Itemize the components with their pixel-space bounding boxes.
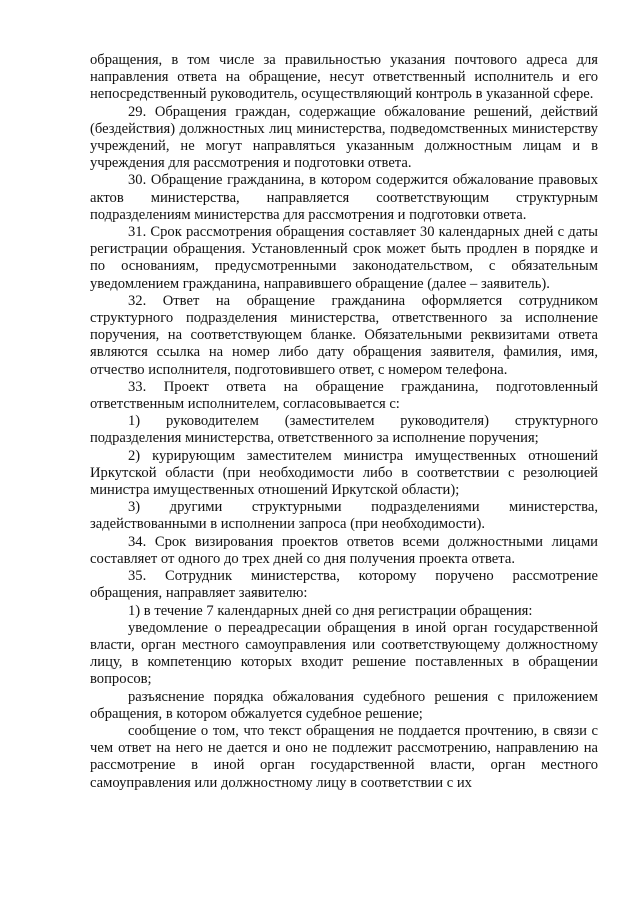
paragraph-33-item-2: 2) курирующим заместителем министра имущественных отношений Иркутской области (при необходимости либо в соответствии с резолюцией министра имущественных отношений Иркутской области); (90, 447, 598, 499)
paragraph-continuation: обращения, в том числе за правильностью указания почтового адреса для направления ответа на обращение, несут ответственный исполнитель и его непосредственный руководитель, осуществляющий контроль в указанной сфере. (90, 52, 598, 103)
paragraph-31: 31. Срок рассмотрения обращения составляет 30 календарных дней с даты регистрации обращения. Установленный срок может быть продлен в порядке и по основаниям, предусмотренными законодательством, с обязательным уведомлением гражданина, направившего обращение (далее – заявитель). (90, 224, 598, 292)
paragraph-30: 30. Обращение гражданина, в котором содержится обжалование правовых актов министерства, направляется соответствующим структурным подразделениям министерства для рассмотрения и подготовки ответа. (90, 172, 598, 223)
paragraph-35-appeal-explanation: разъяснение порядка обжалования судебного решения с приложением обращения, в котором обжалуется судебное решение; (90, 688, 598, 722)
paragraph-35-item-1: 1) в течение 7 календарных дней со дня регистрации обращения: (128, 602, 533, 619)
paragraph-35-redirect-notice: уведомление о переадресации обращения в иной орган государственной власти, орган местного самоуправления или соответствующему должностному лицу, в компетенцию которых входит решение поставленных в обращении вопросов; (90, 619, 598, 688)
paragraph-29: 29. Обращения граждан, содержащие обжалование решений, действий (бездействия) должностных лиц министерства, подведомственных министерству учреждений, не могут направляться указанным должностным лицам и в учреждения для рассмотрения и подготовки ответа. (90, 103, 598, 172)
paragraph-33: 33. Проект ответа на обращение гражданина, подготовленный ответственным исполнителем, согласовывается с: (90, 378, 598, 413)
document-body (90, 52, 598, 792)
paragraph-35: 35. Сотрудник министерства, которому поручено рассмотрение обращения, направляет заявителю: (90, 568, 598, 602)
paragraph-33-item-1: 1) руководителем (заместителем руководителя) структурного подразделения министерства, ответственного за исполнение поручения; (90, 413, 598, 447)
paragraph-32: 32. Ответ на обращение гражданина оформляется сотрудником структурного подразделения министерства, ответственного за исполнение поручения, на соответствующем бланке. Обязательными реквизитами ответа являются ссылка на номер либо дату обращения заявителя, фамилия, имя, отчество исполнителя, подготовившего ответ, с номером телефона. (90, 292, 598, 378)
paragraph-33-item-3: 3) другими структурными подразделениями министерства, задействованными в исполнении запроса (при необходимости). (90, 499, 598, 533)
paragraph-34: 34. Срок визирования проектов ответов всеми должностными лицами составляет от одного до трех дней со дня получения проекта ответа. (90, 533, 598, 567)
paragraph-35-unreadable-notice: сообщение о том, что текст обращения не поддается прочтению, в связи с чем ответ на него не дается и оно не подлежит рассмотрению, направлению на рассмотрение в иной орган государственной власти, орган местного самоуправления или должностному лицу в соответствии с их (90, 722, 598, 791)
